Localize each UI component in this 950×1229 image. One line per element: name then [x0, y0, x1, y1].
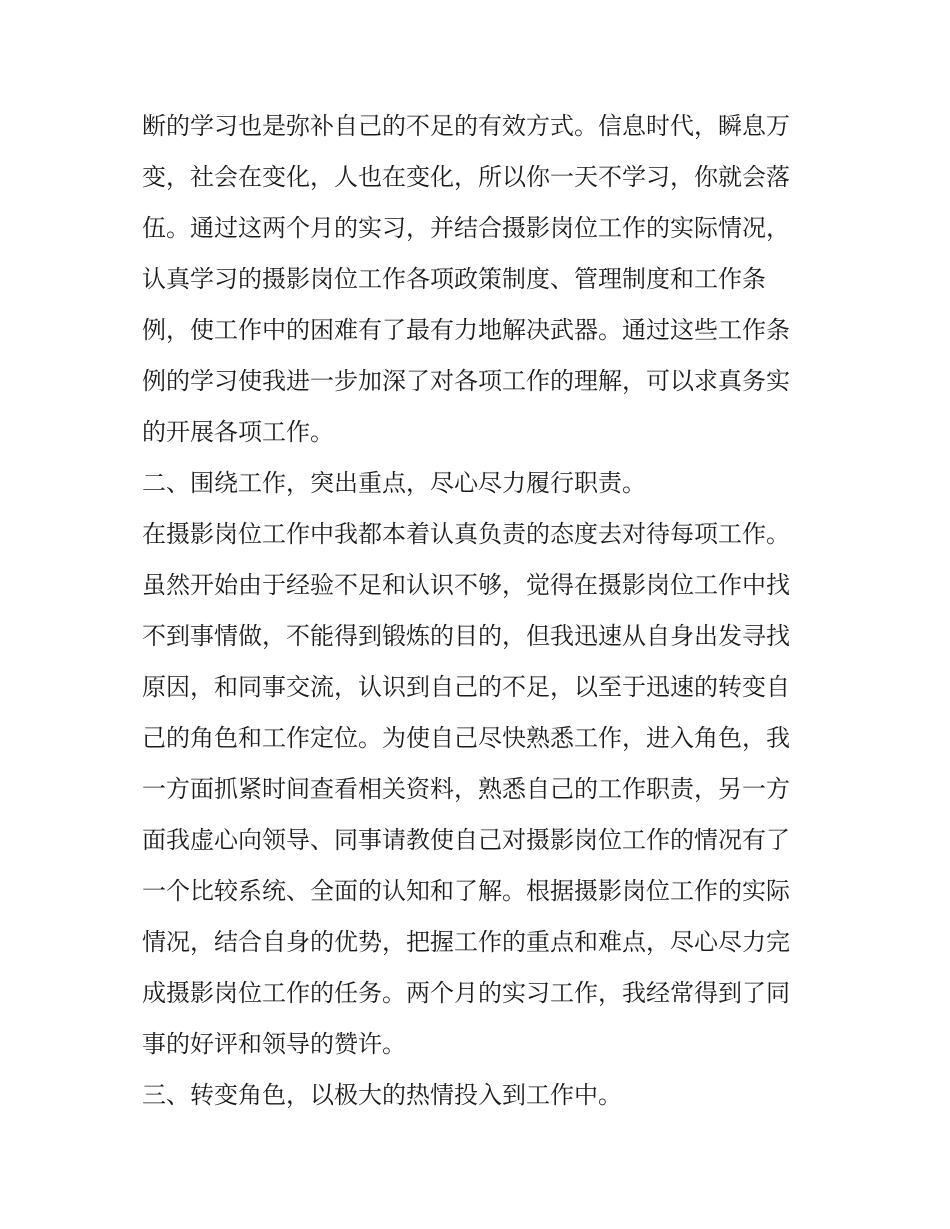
- section-heading: 三、转变角色，以极大的热情投入到工作中。: [142, 1081, 622, 1109]
- text-line: 断的学习也是弥补自己的不足的有效方式。信息时代，瞬息万: [142, 112, 790, 140]
- text-line: 不到事情做，不能得到锻炼的目的，但我迅速从自身出发寻找: [142, 622, 790, 650]
- text-line: 在摄影岗位工作中我都本着认真负责的态度去对待每项工作。: [142, 520, 790, 548]
- text-line: 情况，结合自身的优势，把握工作的重点和难点，尽心尽力完: [142, 928, 790, 956]
- text-line: 认真学习的摄影岗位工作各项政策制度、管理制度和工作条: [142, 265, 766, 293]
- text-line: 一个比较系统、全面的认知和了解。根据摄影岗位工作的实际: [142, 877, 790, 905]
- text-line: 例，使工作中的困难有了最有力地解决武器。通过这些工作条: [142, 316, 790, 344]
- text-line: 面我虚心向领导、同事请教使自己对摄影岗位工作的情况有了: [142, 826, 790, 854]
- text-line: 虽然开始由于经验不足和认识不够，觉得在摄影岗位工作中找: [142, 571, 790, 599]
- text-line: 变，社会在变化，人也在变化，所以你一天不学习，你就会落: [142, 163, 790, 191]
- text-line: 原因，和同事交流，认识到自己的不足，以至于迅速的转变自: [142, 673, 790, 701]
- text-line: 的开展各项工作。: [142, 418, 334, 446]
- text-line: 成摄影岗位工作的任务。两个月的实习工作，我经常得到了同: [142, 979, 790, 1007]
- text-line: 一方面抓紧时间查看相关资料，熟悉自己的工作职责，另一方: [142, 775, 790, 803]
- section-heading: 二、围绕工作，突出重点，尽心尽力履行职责。: [142, 469, 646, 497]
- text-line: 例的学习使我进一步加深了对各项工作的理解，可以求真务实: [142, 367, 790, 395]
- body-text: [142, 101, 822, 1121]
- text-line: 己的角色和工作定位。为使自己尽快熟悉工作，进入角色，我: [142, 724, 790, 752]
- text-line: 事的好评和领导的赞许。: [142, 1030, 406, 1058]
- text-line: 伍。通过这两个月的实习，并结合摄影岗位工作的实际情况，: [142, 214, 790, 242]
